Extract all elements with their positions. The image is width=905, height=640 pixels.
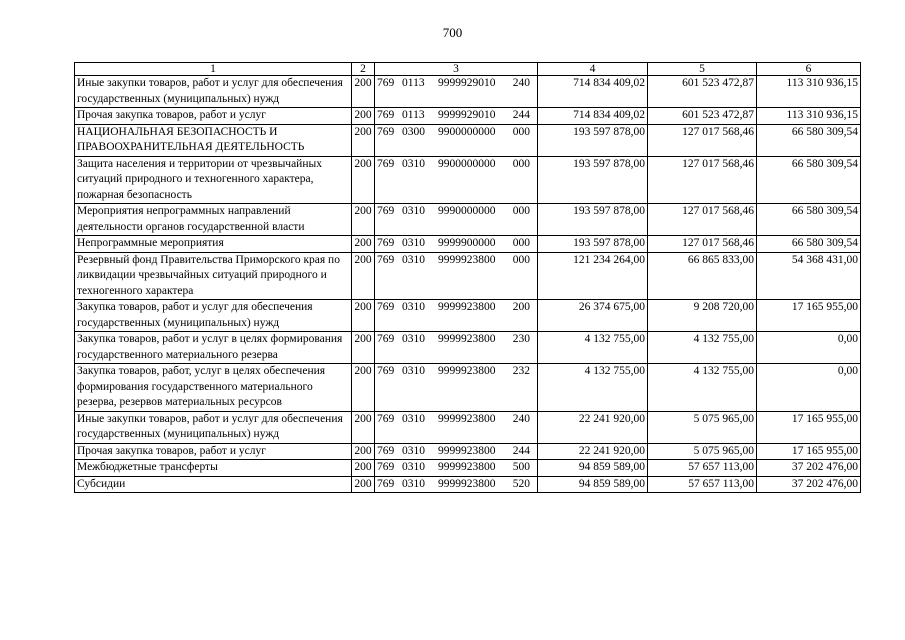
- row-name: Защита населения и территории от чрезвычайных ситуаций природного и техногенного характера, пожарная безопасность: [75, 156, 352, 204]
- row-code-ved: 769: [377, 477, 395, 490]
- table-row: [75, 300, 861, 332]
- row-code-gr: 200: [352, 204, 375, 236]
- row-code-rz: 0310: [402, 477, 425, 490]
- row-name: Мероприятия непрограммных направлений деятельности органов государственной власти: [75, 204, 352, 236]
- row-amount-4: 193 597 878,00: [538, 156, 648, 204]
- row-code-ved: 769: [377, 125, 395, 138]
- row-code-gr: 200: [352, 76, 375, 108]
- row-code-gr: 200: [352, 332, 375, 364]
- row-code-cs: 9999923800: [438, 365, 496, 377]
- table-row: [75, 156, 861, 204]
- row-code-ved: 769: [377, 237, 395, 249]
- row-amount-4: 714 834 409,02: [538, 108, 648, 125]
- table-row: [75, 252, 861, 300]
- row-amount-6: 17 165 955,00: [757, 411, 861, 443]
- row-amount-5: 66 865 833,00: [648, 252, 757, 300]
- row-amount-5: 5 075 965,00: [648, 443, 757, 460]
- row-amount-6: 37 202 476,00: [757, 460, 861, 477]
- table-row: [75, 108, 861, 125]
- row-code-gr: 200: [352, 364, 375, 412]
- row-amount-6: 66 580 309,54: [757, 124, 861, 156]
- row-code: [375, 156, 538, 204]
- row-name: Иные закупки товаров, работ и услуг для обеспечения государственных (муниципальных) нужд: [75, 411, 352, 443]
- row-code-ved: 769: [377, 157, 395, 170]
- row-code-rz: 0310: [402, 157, 425, 170]
- row-code: [375, 76, 538, 108]
- row-code-ved: 769: [377, 301, 395, 313]
- row-code-vr: 520: [512, 477, 530, 490]
- row-code-gr: 200: [352, 124, 375, 156]
- row-amount-4: 22 241 920,00: [538, 443, 648, 460]
- row-code-rz: 0310: [402, 301, 425, 313]
- row-code-rz: 0113: [402, 77, 425, 89]
- table-row: [75, 460, 861, 477]
- row-code-cs: 9999929010: [438, 77, 496, 89]
- row-code: [375, 476, 538, 493]
- row-amount-5: 4 132 755,00: [648, 364, 757, 412]
- row-code: [375, 108, 538, 125]
- row-code-ved: 769: [377, 109, 395, 121]
- row-code-cs: 9999900000: [438, 237, 496, 249]
- row-code-cs: 9990000000: [438, 205, 496, 217]
- row-amount-5: 127 017 568,46: [648, 236, 757, 253]
- table-row: [75, 204, 861, 236]
- row-code-cs: 9999923800: [438, 253, 496, 266]
- table-row: [75, 443, 861, 460]
- row-amount-6: 66 580 309,54: [757, 156, 861, 204]
- row-code: [375, 236, 538, 253]
- header-cell: 4: [538, 63, 648, 76]
- row-code-cs: 9999923800: [438, 333, 496, 345]
- row-name: Иные закупки товаров, работ и услуг для обеспечения государственных (муниципальных) нужд: [75, 76, 352, 108]
- row-code-rz: 0310: [402, 333, 425, 345]
- table-row: [75, 236, 861, 253]
- row-code-ved: 769: [377, 365, 395, 377]
- row-amount-4: 4 132 755,00: [538, 364, 648, 412]
- row-code-rz: 0310: [402, 237, 425, 249]
- row-code-ved: 769: [377, 444, 395, 457]
- row-code: [375, 332, 538, 364]
- row-amount-5: 57 657 113,00: [648, 476, 757, 493]
- row-amount-4: 714 834 409,02: [538, 76, 648, 108]
- row-code-vr: 244: [512, 109, 530, 121]
- row-code-gr: 200: [352, 156, 375, 204]
- row-code-vr: 230: [512, 333, 530, 345]
- page-number: 700: [442, 25, 463, 40]
- row-code-gr: 200: [352, 108, 375, 125]
- row-amount-6: 54 368 431,00: [757, 252, 861, 300]
- table-row: [75, 76, 861, 108]
- row-code-rz: 0113: [402, 109, 425, 121]
- row-code-cs: 9999923800: [438, 301, 496, 313]
- row-code-gr: 200: [352, 411, 375, 443]
- row-code: [375, 411, 538, 443]
- row-code-vr: 240: [512, 77, 530, 89]
- header-cell: 6: [757, 63, 861, 76]
- table-row: [75, 124, 861, 156]
- row-amount-5: 601 523 472,87: [648, 76, 757, 108]
- row-code-ved: 769: [377, 77, 395, 89]
- row-amount-4: 193 597 878,00: [538, 124, 648, 156]
- row-amount-5: 601 523 472,87: [648, 108, 757, 125]
- row-code-cs: 9999923800: [438, 461, 496, 473]
- row-name: Закупка товаров, работ, услуг в целях обеспечения формирования государственного материального резерва, резервов материальных ресурсов: [75, 364, 352, 412]
- row-amount-4: 121 234 264,00: [538, 252, 648, 300]
- table-row: [75, 332, 861, 364]
- row-amount-6: 0,00: [757, 364, 861, 412]
- row-code-gr: 200: [352, 236, 375, 253]
- row-code-cs: 9999923800: [438, 412, 496, 425]
- row-amount-4: 94 859 589,00: [538, 476, 648, 493]
- row-amount-5: 5 075 965,00: [648, 411, 757, 443]
- row-code-rz: 0310: [402, 461, 425, 473]
- row-name: Непрограммные мероприятия: [75, 236, 352, 253]
- row-code-vr: 000: [512, 205, 530, 217]
- row-amount-5: 4 132 755,00: [648, 332, 757, 364]
- row-amount-5: 57 657 113,00: [648, 460, 757, 477]
- row-amount-5: 127 017 568,46: [648, 156, 757, 204]
- row-code-rz: 0310: [402, 444, 425, 457]
- row-amount-5: 127 017 568,46: [648, 124, 757, 156]
- row-amount-4: 193 597 878,00: [538, 204, 648, 236]
- row-name: Прочая закупка товаров, работ и услуг: [75, 443, 352, 460]
- row-code-gr: 200: [352, 476, 375, 493]
- row-code-rz: 0310: [402, 205, 425, 217]
- row-code-vr: 240: [512, 412, 530, 425]
- row-code: [375, 300, 538, 332]
- row-code-gr: 200: [352, 460, 375, 477]
- row-code-rz: 0310: [402, 412, 425, 425]
- row-code-ved: 769: [377, 253, 395, 266]
- row-amount-6: 113 310 936,15: [757, 76, 861, 108]
- row-amount-6: 37 202 476,00: [757, 476, 861, 493]
- row-code-vr: 000: [512, 253, 530, 266]
- row-name: Прочая закупка товаров, работ и услуг: [75, 108, 352, 125]
- row-code-rz: 0310: [402, 365, 425, 377]
- row-amount-6: 17 165 955,00: [757, 300, 861, 332]
- row-code-cs: 9900000000: [438, 157, 496, 170]
- header-cell: 3: [375, 63, 538, 76]
- table-row: [75, 411, 861, 443]
- row-code: [375, 252, 538, 300]
- budget-table: [74, 62, 861, 493]
- row-code-vr: 200: [512, 301, 530, 313]
- row-code-vr: 000: [512, 237, 530, 249]
- row-code-ved: 769: [377, 412, 395, 425]
- row-code-gr: 200: [352, 252, 375, 300]
- row-code-ved: 769: [377, 461, 395, 473]
- row-amount-4: 193 597 878,00: [538, 236, 648, 253]
- row-amount-4: 94 859 589,00: [538, 460, 648, 477]
- row-amount-6: 66 580 309,54: [757, 236, 861, 253]
- row-amount-5: 127 017 568,46: [648, 204, 757, 236]
- row-amount-4: 4 132 755,00: [538, 332, 648, 364]
- row-name: Межбюджетные трансферты: [75, 460, 352, 477]
- row-code-vr: 000: [512, 157, 530, 170]
- row-amount-4: 22 241 920,00: [538, 411, 648, 443]
- row-code-cs: 9999923800: [438, 444, 496, 457]
- row-code-vr: 000: [512, 125, 530, 138]
- row-code-vr: 244: [512, 444, 530, 457]
- row-code-ved: 769: [377, 205, 395, 217]
- row-code: [375, 204, 538, 236]
- row-code: [375, 364, 538, 412]
- row-code-vr: 500: [512, 461, 530, 473]
- table-row: [75, 364, 861, 412]
- row-code-cs: 9999929010: [438, 109, 496, 121]
- header-cell: 2: [352, 63, 375, 76]
- row-amount-4: 26 374 675,00: [538, 300, 648, 332]
- row-code-cs: 9900000000: [438, 125, 496, 138]
- header-cell: 5: [648, 63, 757, 76]
- row-code: [375, 460, 538, 477]
- row-code-ved: 769: [377, 333, 395, 345]
- row-code: [375, 124, 538, 156]
- row-code-rz: 0310: [402, 253, 425, 266]
- table-header-row: [75, 63, 861, 76]
- row-name: Резервный фонд Правительства Приморского края по ликвидации чрезвычайных ситуаций природного и техногенного характера: [75, 252, 352, 300]
- row-name: Закупка товаров, работ и услуг в целях формирования государственного материального резерва: [75, 332, 352, 364]
- row-name: НАЦИОНАЛЬНАЯ БЕЗОПАСНОСТЬ И ПРАВООХРАНИТЕЛЬНАЯ ДЕЯТЕЛЬНОСТЬ: [75, 124, 352, 156]
- header-cell: 1: [75, 63, 352, 76]
- row-code: [375, 443, 538, 460]
- table-row: [75, 476, 861, 493]
- row-code-gr: 200: [352, 443, 375, 460]
- row-name: Закупка товаров, работ и услуг для обеспечения государственных (муниципальных) нужд: [75, 300, 352, 332]
- row-code-vr: 232: [512, 365, 530, 377]
- row-code-cs: 9999923800: [438, 477, 496, 490]
- row-code-gr: 200: [352, 300, 375, 332]
- row-code-rz: 0300: [402, 125, 425, 138]
- row-amount-6: 17 165 955,00: [757, 443, 861, 460]
- row-amount-6: 66 580 309,54: [757, 204, 861, 236]
- row-name: Субсидии: [75, 476, 352, 493]
- row-amount-6: 113 310 936,15: [757, 108, 861, 125]
- row-amount-5: 9 208 720,00: [648, 300, 757, 332]
- row-amount-6: 0,00: [757, 332, 861, 364]
